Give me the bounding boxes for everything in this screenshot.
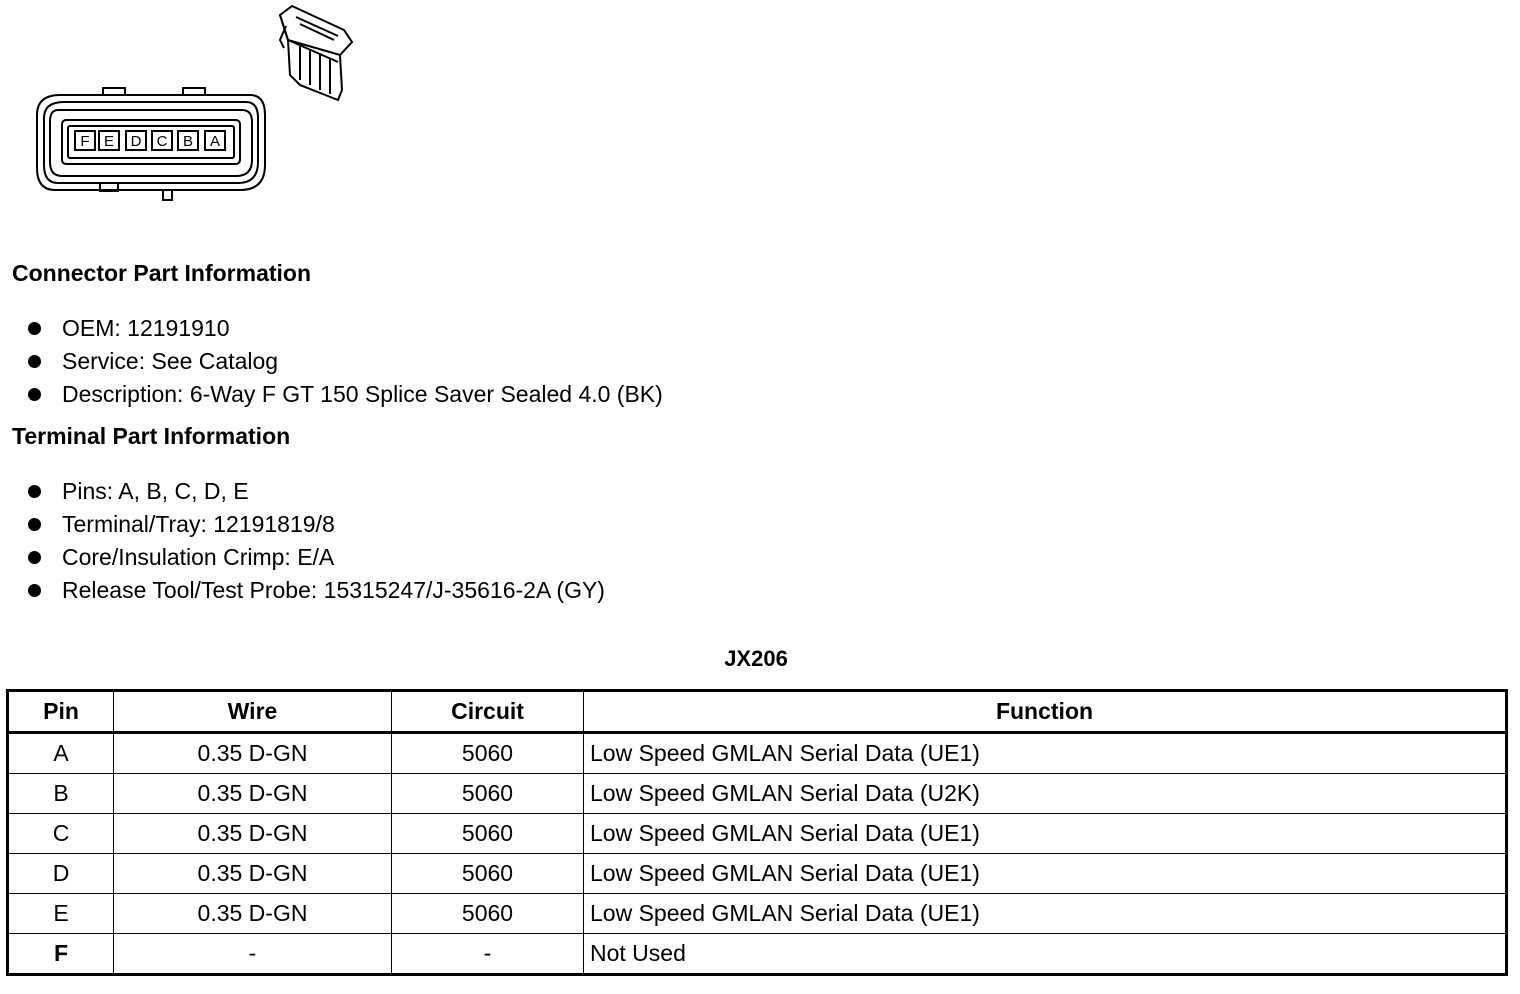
table-row: [8, 733, 1507, 774]
bullet-icon: [28, 584, 41, 597]
circuit-cell: 5060: [392, 774, 584, 814]
wire-cell: 0.35 D-GN: [114, 894, 392, 934]
cavity-label: D: [130, 133, 142, 150]
bullet-icon: [28, 355, 41, 368]
list-item: Release Tool/Test Probe: 15315247/J-35616-2A (GY): [28, 574, 605, 607]
terminal-part-info-heading: Terminal Part Information: [12, 423, 291, 449]
list-item: Description: 6-Way F GT 150 Splice Saver Sealed 4.0 (BK): [28, 378, 663, 411]
connector-part-info-list: [28, 312, 663, 411]
function-cell: Low Speed GMLAN Serial Data (UE1): [584, 733, 1507, 774]
table-row: [8, 934, 1507, 975]
list-item: Pins: A, B, C, D, E: [28, 475, 605, 508]
table-title: JX206: [724, 646, 788, 671]
function-cell: Low Speed GMLAN Serial Data (UE1): [584, 854, 1507, 894]
table-row: [8, 814, 1507, 854]
function-cell: Not Used: [584, 934, 1507, 975]
wire-cell: 0.35 D-GN: [114, 774, 392, 814]
pin-cell: D: [8, 854, 114, 894]
bullet-icon: [28, 518, 41, 531]
table-row: [8, 774, 1507, 814]
column-header-pin: Pin: [8, 691, 114, 733]
wire-cell: 0.35 D-GN: [114, 854, 392, 894]
circuit-cell: 5060: [392, 894, 584, 934]
pin-cell: F: [8, 934, 114, 975]
cavity-label: E: [103, 133, 115, 150]
wire-cell: -: [114, 934, 392, 975]
column-header-function: Function: [584, 691, 1507, 733]
bullet-icon: [28, 551, 41, 564]
terminal-part-info-list: [28, 475, 605, 607]
pin-cell: C: [8, 814, 114, 854]
circuit-cell: 5060: [392, 814, 584, 854]
wire-cell: 0.35 D-GN: [114, 814, 392, 854]
table-row: [8, 854, 1507, 894]
pin-table: [6, 689, 1508, 976]
list-item: OEM: 12191910: [28, 312, 663, 345]
bullet-icon: [28, 485, 41, 498]
pin-cell: A: [8, 733, 114, 774]
pin-cell: B: [8, 774, 114, 814]
circuit-cell: -: [392, 934, 584, 975]
list-item: Service: See Catalog: [28, 345, 663, 378]
bullet-icon: [28, 322, 41, 335]
list-item: Core/Insulation Crimp: E/A: [28, 541, 605, 574]
cavity-label: A: [209, 133, 221, 150]
cavity-label: C: [156, 133, 168, 150]
wire-cell: 0.35 D-GN: [114, 733, 392, 774]
connector-part-info-heading: Connector Part Information: [12, 260, 312, 286]
cavity-label: B: [182, 133, 194, 150]
function-cell: Low Speed GMLAN Serial Data (U2K): [584, 774, 1507, 814]
cavity-label: F: [80, 133, 90, 150]
connector-illustration: [0, 0, 380, 215]
function-cell: Low Speed GMLAN Serial Data (UE1): [584, 894, 1507, 934]
column-header-wire: Wire: [114, 691, 392, 733]
pin-cell: E: [8, 894, 114, 934]
table-row: [8, 894, 1507, 934]
column-header-circuit: Circuit: [392, 691, 584, 733]
function-cell: Low Speed GMLAN Serial Data (UE1): [584, 814, 1507, 854]
list-item: Terminal/Tray: 12191819/8: [28, 508, 605, 541]
table-header-row: [8, 691, 1507, 733]
bullet-icon: [28, 388, 41, 401]
circuit-cell: 5060: [392, 733, 584, 774]
circuit-cell: 5060: [392, 854, 584, 894]
